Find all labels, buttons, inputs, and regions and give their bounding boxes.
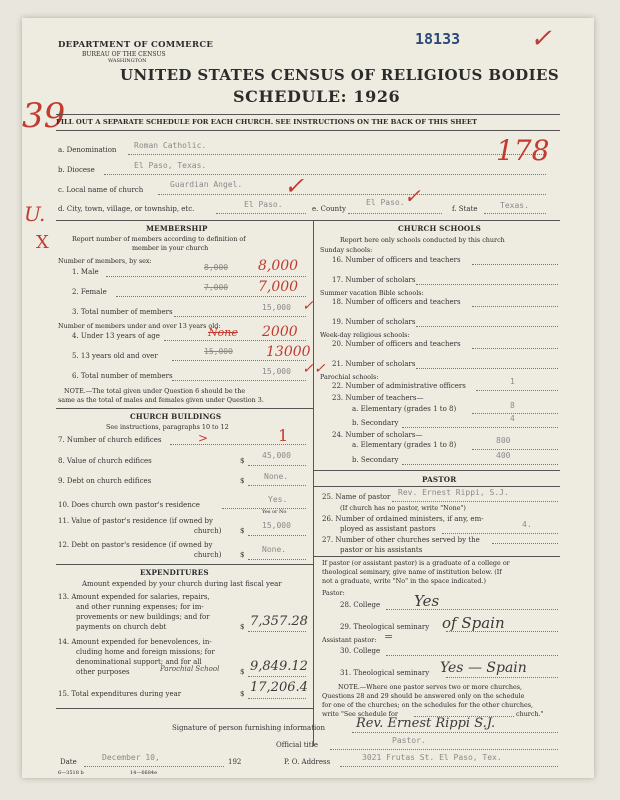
check-mark-icon: ✓ <box>302 298 314 314</box>
date-value: December 10, <box>102 753 160 762</box>
q7-handwritten: 1 <box>278 426 289 445</box>
q13-label: 13. Amount expended for salaries, repairs, <box>58 593 210 601</box>
q24a-typed: 800 <box>496 436 511 445</box>
margin-number-left: 39 <box>22 96 66 136</box>
grad-note-3: not a graduate, write "No" in the space indicated.) <box>322 577 487 585</box>
q14-note: Parochial School <box>160 665 220 673</box>
weekday-label: Week-day religious schools: <box>320 331 410 339</box>
q27-label: 27. Number of other churches served by the <box>322 536 480 544</box>
q11-label: 11. Value of pastor's residence (if owned by <box>58 517 213 525</box>
serial-number: 18133 <box>415 30 461 48</box>
q28-label: 28. College <box>340 601 381 609</box>
q11-typed: 15,000 <box>262 521 291 530</box>
membership-note-1: NOTE.—The total given under Question 6 should be the <box>64 387 246 395</box>
grad-note-1: If pastor (or assistant pastor) is a graduate of a college or <box>322 559 510 567</box>
q12-label: 12. Debt on pastor's residence (if owned by <box>58 541 213 549</box>
membership-intro-1: Report number of members according to definition of <box>72 235 246 243</box>
state-value: Texas. <box>500 201 529 210</box>
q23b-label: b. Secondary <box>352 419 399 427</box>
q8-label: 8. Value of church edifices <box>58 457 152 465</box>
address-label: P. O. Address <box>284 758 331 766</box>
print-number: 14—6684e <box>130 770 158 776</box>
city-value: El Paso. <box>244 200 283 209</box>
q15-handwritten: 17,206.4 <box>250 680 308 695</box>
q9-label: 9. Debt on church edifices <box>58 477 152 485</box>
county-value: El Paso. <box>366 198 405 207</box>
q3-typed: 15,000 <box>262 303 291 312</box>
q8-typed: 45,000 <box>262 451 291 460</box>
pastor-note-2: Questions 28 and 29 should be answered only on the schedule <box>322 692 525 700</box>
q4-label: 4. Under 13 years of age <box>72 332 160 340</box>
q28-handwritten: Yes <box>414 592 440 610</box>
diocese-label: b. Diocese <box>58 166 95 174</box>
denomination-label: a. Denomination <box>58 146 117 154</box>
margin-x-mark: X <box>36 232 49 253</box>
signature-handwritten: Rev. Ernest Rippi S.J. <box>356 716 496 731</box>
membership-note-2: same as the total of males and females given under Question 3. <box>58 396 264 404</box>
membership-title: MEMBERSHIP <box>146 224 208 233</box>
q30-label: 30. College <box>340 647 381 655</box>
pastor-note-5: church." <box>516 710 544 718</box>
check-mark-icon: ✓ <box>404 184 421 208</box>
q10-typed: Yes. <box>268 495 288 504</box>
q13-handwritten: 7,357.28 <box>250 614 308 629</box>
check-mark-icon: ✓✓ <box>302 361 326 377</box>
q2-typed: 7,000 <box>204 283 229 292</box>
q14-handwritten: 9,849.12 <box>250 659 308 674</box>
year-prefix: 192 <box>228 758 242 766</box>
date-label: Date <box>60 758 77 766</box>
q17-label: 17. Number of scholars <box>332 276 416 284</box>
q22-typed: 1 <box>510 377 515 386</box>
q5-typed: 15,000 <box>204 347 233 356</box>
signature-label: Signature of person furnishing information <box>172 724 326 732</box>
q23-label: 23. Number of teachers— <box>332 394 424 402</box>
schools-sub: Report here only schools conducted by this church <box>340 236 505 244</box>
state-label: f. State <box>452 205 478 213</box>
q23a-typed: 8 <box>510 401 515 410</box>
department-label: DEPARTMENT OF COMMERCE <box>58 40 214 50</box>
membership-intro-2: member in your church <box>132 244 209 252</box>
vacation-label: Summer vacation Bible schools: <box>320 289 424 297</box>
q18-label: 18. Number of officers and teachers <box>332 298 461 306</box>
by-sex-label: Number of members, by sex: <box>58 257 152 265</box>
yes-or-no-hint: Yes or No <box>262 509 287 515</box>
expenditures-sub: Amount expended by your church during last fiscal year <box>82 580 282 588</box>
pastor-title: PASTOR <box>422 475 457 484</box>
parochial-label: Parochial schools: <box>320 373 379 381</box>
pastor-note-1: NOTE.—Where one pastor serves two or more churches, <box>338 683 523 691</box>
official-title-value: Pastor. <box>392 736 426 745</box>
q9-typed: None. <box>264 472 289 481</box>
address-value: 3021 Frutas St. El Paso, Tex. <box>362 753 502 762</box>
city-label: d. City, town, village, or township, etc. <box>58 205 195 213</box>
q16-label: 16. Number of officers and teachers <box>332 256 461 264</box>
pastor-sublabel: Pastor: <box>322 589 345 597</box>
instruction-line: FILL OUT A SEPARATE SCHEDULE FOR EACH CHURCH. SEE INSTRUCTIONS ON THE BACK OF THIS SHEET <box>56 118 478 126</box>
q12-typed: None. <box>262 545 287 554</box>
q24b-label: b. Secondary <box>352 456 399 464</box>
q1-typed: 8,000 <box>204 263 229 272</box>
q25-typed: Rev. Ernest Rippi, S.J. <box>398 488 509 497</box>
form-number: 6—3518 b <box>58 770 84 776</box>
margin-number-right: 178 <box>496 134 550 167</box>
q10-label: 10. Does church own pastor's residence <box>58 501 200 509</box>
expenditures-title: EXPENDITURES <box>140 568 209 577</box>
census-schedule-sheet: DEPARTMENT OF COMMERCE BUREAU OF THE CENSUS WASHINGTON 18133 ✓ UNITED STATES CENSUS OF RELIGIOUS BODIES SCHEDULE: 1926 39 FILL OUT A SEPARATE SCHEDULE FOR EACH CHURCH. SEE INSTRUCTIONS ON THE BACK OF THIS SHEET a. Denomination Roman Catholic. 178 b. Diocese El Paso, Texas. c. Local name of church Guardian Angel. ✓ d. City, town, village, or township, etc. El Paso. e. County El Paso. ✓ f. State Texas. U. X MEMBERSHIP Report number of members according to definition of member in your church Number of members, by sex: 1. Male 8,000 8,000 2. Female 7,000 7,000 3. Total number of members 15,000 ✓ Number of members under and over 13 years old: 4. Under 13 years of age None 2000 5. 13 years old and over 15,000 13000 6. Total number of members 15,000 ✓✓ NOTE.—The total given under Question 6 should be the same as the total of males and females given under Question 3. CHURCH BUILDINGS See instructions, paragraphs 10 to 12 7. Number of church edifices > 1 8. Value of church edifices $ 45,000 9. Debt on church edifices $ None. 10. Does church own pastor's residence Yes. Yes or No 11. Value of pastor's residence (if owned by church) $ 15,000 12. Debt on pastor's residence (if owned by church) $ None. EXPENDITURES Amount expended by your church during last fiscal year 13. Amount expended for salaries, repairs, and other running expenses; for im- provements or new buildings; and for payments on church debt $ 7,357.28 14. Amount expended for benevolences, in- cluding home and foreign missions; for denominational support; and for all other purposes Parochial School $ 9,849.12 15. Total expenditures during year $ 17,206.4 CHURCH SCHOOLS Report here only schools conducted by this church Sunday schools: 16. Number of officers and teachers 17. Number of scholars Summer vacation Bible schools: 18. Number of officers and teachers 19. Number of scholars Week-day religious schools: 20. Number of officers and teachers 21. Number of scholars Parochial schools: 22. Number of administrative officers 1 23. Number of teachers— a. Elementary (grades 1 to 8) 8 b. Secondary 4 24. Number of scholars— a. Elementary (grades 1 to 8) 800 b. Secondary 400 PASTOR 25. Name of pastor Rev. Ernest Rippi, S.J. (If church has no pastor, write "None") 26. Number of ordained ministers, if any, em- ployed as assistant pastors 4. 27. Number of other churches served by the pastor or his assistants If pastor (or assistant pastor) is a graduate of a college or theological seminary, give name of institution below. (If not a graduate, write "No" in the space indicated.) Pastor: 28. College Yes 29. Theological seminary of Spain Assistant pastor: = 30. College 31. Theological seminary Yes — Spain NOTE.—Where one pastor serves two or more churches, Questions 28 and 29 should be answered only on the schedule for one of the churches; on the schedules for the other churches, write "See schedule for church." Signature of person furnishing information Rev. Ernest Rippi S.J. Official title Pastor. Date December 10, 192 P. O. Address 3021 Frutas St. El Paso, Tex. 6—3518 b 14—6684e <box>22 18 594 778</box>
q26-label: 26. Number of ordained ministers, if any, em- <box>322 515 484 523</box>
q26-typed: 4. <box>522 520 532 529</box>
q24b-typed: 400 <box>496 451 511 460</box>
q2-label: 2. Female <box>72 288 107 296</box>
check-mark-icon: ✓ <box>530 24 552 54</box>
buildings-title: CHURCH BUILDINGS <box>130 412 222 421</box>
q24-label: 24. Number of scholars— <box>332 431 423 439</box>
pastor-note-4: write "See schedule for <box>322 710 398 718</box>
q25-label: 25. Name of pastor <box>322 493 391 501</box>
q31-label: 31. Theological seminary <box>340 669 430 677</box>
q23a-label: a. Elementary (grades 1 to 8) <box>352 405 457 413</box>
q29-label: 29. Theological seminary <box>340 623 430 631</box>
q25-sub: (If church has no pastor, write "None") <box>340 504 466 512</box>
q29-handwritten: of Spain <box>442 614 505 632</box>
q2-handwritten: 7,000 <box>258 279 299 295</box>
q31-handwritten: Yes — Spain <box>440 660 527 676</box>
q4-handwritten: 2000 <box>262 324 298 340</box>
q19-label: 19. Number of scholars <box>332 318 416 326</box>
church-name-label: c. Local name of church <box>58 186 144 194</box>
q24a-label: a. Elementary (grades 1 to 8) <box>352 441 457 449</box>
q5-handwritten: 13000 <box>266 344 311 360</box>
q20-label: 20. Number of officers and teachers <box>332 340 461 348</box>
margin-u-mark: U. <box>24 202 46 226</box>
q6-label: 6. Total number of members <box>72 372 173 380</box>
form-title: UNITED STATES CENSUS OF RELIGIOUS BODIES <box>120 66 560 84</box>
diocese-value: El Paso, Texas. <box>134 161 207 170</box>
grad-note-2: theological seminary, give name of institution below. (If <box>322 568 502 576</box>
assistant-sublabel: Assistant pastor: <box>322 636 377 644</box>
q6-typed: 15,000 <box>262 367 291 376</box>
check-mark-icon: ✓ <box>284 172 305 200</box>
q3-label: 3. Total number of members <box>72 308 173 316</box>
sunday-label: Sunday schools: <box>320 246 373 254</box>
official-title-label: Official title <box>276 741 318 749</box>
buildings-sub: See instructions, paragraphs 10 to 12 <box>106 423 229 431</box>
bureau-label: BUREAU OF THE CENSUS <box>82 51 166 58</box>
schedule-title: SCHEDULE: 1926 <box>233 87 401 106</box>
city-label: WASHINGTON <box>108 58 147 64</box>
q1-handwritten: 8,000 <box>258 258 299 274</box>
county-label: e. County <box>312 205 346 213</box>
schools-title: CHURCH SCHOOLS <box>398 224 482 233</box>
q7-label: 7. Number of church edifices <box>58 436 162 444</box>
q5-label: 5. 13 years old and over <box>72 352 158 360</box>
q14-label: 14. Amount expended for benevolences, in- <box>58 638 212 646</box>
q1-label: 1. Male <box>72 268 99 276</box>
age-intro: Number of members under and over 13 years old: <box>58 322 221 330</box>
q23b-typed: 4 <box>510 414 515 423</box>
q15-label: 15. Total expenditures during year <box>58 690 182 698</box>
pastor-note-3: for one of the churches; on the schedules for the other churches, <box>322 701 534 709</box>
q21-label: 21. Number of scholars <box>332 360 416 368</box>
church-name-value: Guardian Angel. <box>170 180 243 189</box>
q22-label: 22. Number of administrative officers <box>332 382 466 390</box>
denomination-value: Roman Catholic. <box>134 141 207 150</box>
